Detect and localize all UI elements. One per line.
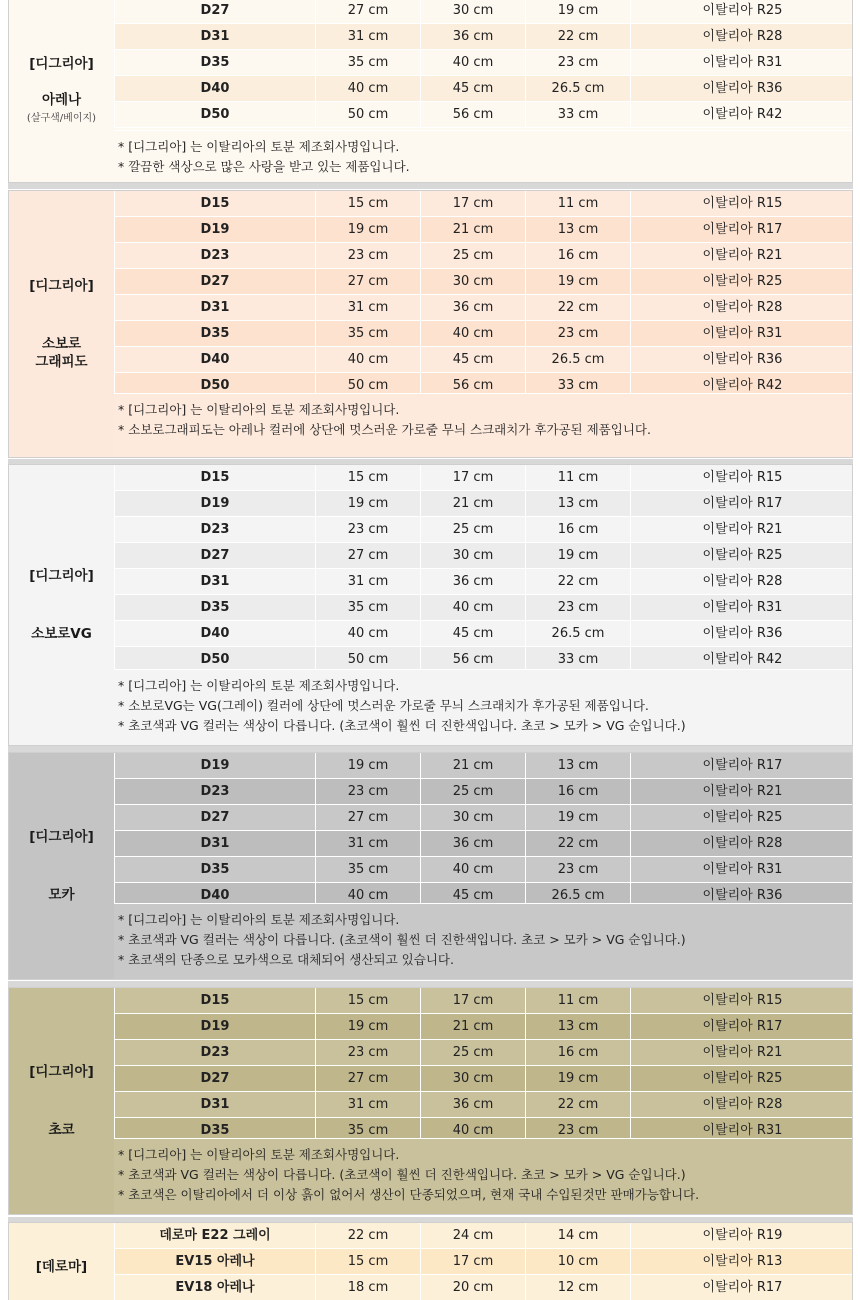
inner-diameter-cell: 35 cm [315,857,420,883]
size-rows [114,0,852,128]
outer-diameter-cell: 25 cm [420,779,525,805]
note-line: * 초코색과 VG 컬러는 색상이 다릅니다. (초코색이 훨씬 더 진한색입니다. 초코 > 모카 > VG 순입니다.) [118,718,686,733]
table-row [114,347,852,373]
table-row [114,831,852,857]
inner-diameter-cell: 40 cm [315,76,420,102]
size-rows [114,753,852,909]
inner-diameter-cell: 23 cm [315,517,420,543]
model-cell: EV18 아레나 [114,1275,315,1300]
inner-diameter-cell: 19 cm [315,217,420,243]
origin-cell: 이탈리아 R31 [630,321,854,347]
table-row [114,295,852,321]
outer-diameter-cell: 30 cm [420,1066,525,1092]
origin-cell: 이탈리아 R42 [630,647,854,673]
height-cell: 26.5 cm [525,76,630,102]
height-cell: 16 cm [525,243,630,269]
height-cell: 11 cm [525,191,630,217]
outer-diameter-cell: 40 cm [420,321,525,347]
inner-diameter-cell: 27 cm [315,269,420,295]
origin-cell: 이탈리아 R25 [630,1066,854,1092]
origin-cell: 이탈리아 R25 [630,0,854,24]
height-cell: 12 cm [525,1275,630,1300]
origin-cell: 이탈리아 R28 [630,831,854,857]
outer-diameter-cell: 36 cm [420,831,525,857]
inner-diameter-cell: 27 cm [315,805,420,831]
inner-diameter-cell: 27 cm [315,1066,420,1092]
product-notes [114,903,852,979]
outer-diameter-cell: 45 cm [420,347,525,373]
table-row [114,1092,852,1118]
model-cell: D35 [114,857,315,883]
table-row [114,857,852,883]
origin-cell: 이탈리아 R17 [630,491,854,517]
product-name-line: 그래피도 [35,354,88,371]
table-row [114,1040,852,1066]
inner-diameter-cell: 35 cm [315,321,420,347]
origin-cell: 이탈리아 R15 [630,465,854,491]
product-notes [114,669,852,745]
model-cell: D27 [114,1066,315,1092]
size-rows [114,191,852,399]
model-cell: D35 [114,50,315,76]
outer-diameter-cell: 45 cm [420,76,525,102]
origin-cell: 이탈리아 R31 [630,857,854,883]
height-cell: 19 cm [525,1066,630,1092]
product-color-note: (살구색/베이지) [26,112,97,124]
model-cell: D31 [114,1092,315,1118]
outer-diameter-cell: 21 cm [420,217,525,243]
table-row [114,805,852,831]
table-row [114,621,852,647]
product-section [8,190,853,458]
inner-diameter-cell: 40 cm [315,883,420,909]
height-cell: 13 cm [525,753,630,779]
product-name-line: 모카 [48,887,75,903]
inner-diameter-cell: 31 cm [315,831,420,857]
outer-diameter-cell: 17 cm [420,191,525,217]
origin-cell: 이탈리아 R31 [630,1118,854,1144]
outer-diameter-cell: 30 cm [420,0,525,24]
model-cell: D23 [114,243,315,269]
table-row [114,1223,852,1249]
height-cell: 26.5 cm [525,621,630,647]
inner-diameter-cell: 35 cm [315,595,420,621]
product-label [9,1223,114,1300]
inner-diameter-cell: 22 cm [315,1223,420,1249]
outer-diameter-cell: 56 cm [420,102,525,128]
inner-diameter-cell: 19 cm [315,1014,420,1040]
table-row [114,595,852,621]
height-cell: 13 cm [525,217,630,243]
model-cell: D31 [114,831,315,857]
inner-diameter-cell: 23 cm [315,1040,420,1066]
origin-cell: 이탈리아 R25 [630,805,854,831]
brand-name: [디그리아] [29,277,94,294]
table-row [114,753,852,779]
model-cell: D50 [114,647,315,673]
product-label [9,0,114,182]
height-cell: 19 cm [525,269,630,295]
height-cell: 23 cm [525,321,630,347]
outer-diameter-cell: 21 cm [420,753,525,779]
origin-cell: 이탈리아 R28 [630,569,854,595]
origin-cell: 이탈리아 R17 [630,753,854,779]
table-row [114,24,852,50]
outer-diameter-cell: 21 cm [420,1014,525,1040]
height-cell: 16 cm [525,1040,630,1066]
inner-diameter-cell: 31 cm [315,295,420,321]
inner-diameter-cell: 31 cm [315,1092,420,1118]
product-notes [114,1138,852,1214]
origin-cell: 이탈리아 R31 [630,50,854,76]
model-cell: D15 [114,191,315,217]
model-cell: D15 [114,988,315,1014]
origin-cell: 이탈리아 R28 [630,1092,854,1118]
origin-cell: 이탈리아 R15 [630,191,854,217]
outer-diameter-cell: 45 cm [420,883,525,909]
height-cell: 22 cm [525,831,630,857]
table-row [114,76,852,102]
height-cell: 10 cm [525,1249,630,1275]
origin-cell: 이탈리아 R31 [630,595,854,621]
outer-diameter-cell: 40 cm [420,857,525,883]
note-line: * 초코색의 단종으로 모카색으로 대체되어 생산되고 있습니다. [118,952,454,967]
origin-cell: 이탈리아 R21 [630,1040,854,1066]
height-cell: 33 cm [525,647,630,673]
product-section [8,752,853,980]
origin-cell: 이탈리아 R36 [630,883,854,909]
model-cell: D35 [114,1118,315,1144]
inner-diameter-cell: 19 cm [315,753,420,779]
origin-cell: 이탈리아 R25 [630,269,854,295]
origin-cell: 이탈리아 R13 [630,1249,854,1275]
section-divider [8,183,853,189]
origin-cell: 이탈리아 R36 [630,621,854,647]
height-cell: 11 cm [525,465,630,491]
note-line: * [디그리아] 는 이탈리아의 토분 제조회사명입니다. [118,678,400,693]
table-row [114,191,852,217]
model-cell: D50 [114,373,315,399]
note-line: * [디그리아] 는 이탈리아의 토분 제조회사명입니다. [118,912,400,927]
model-cell: D19 [114,1014,315,1040]
inner-diameter-cell: 27 cm [315,543,420,569]
outer-diameter-cell: 17 cm [420,465,525,491]
height-cell: 19 cm [525,805,630,831]
note-line: * [디그리아] 는 이탈리아의 토분 제조회사명입니다. [118,1147,400,1162]
height-cell: 26.5 cm [525,883,630,909]
table-row [114,50,852,76]
table-row [114,988,852,1014]
note-line: * 초코색과 VG 컬러는 색상이 다릅니다. (초코색이 훨씬 더 진한색입니다. 초코 > 모카 > VG 순입니다.) [118,932,686,947]
model-cell: D19 [114,217,315,243]
brand-name: [디그리아] [29,567,94,584]
height-cell: 23 cm [525,857,630,883]
brand-name: [데로마] [35,1258,88,1275]
height-cell: 19 cm [525,0,630,24]
origin-cell: 이탈리아 R28 [630,295,854,321]
note-line: * [디그리아] 는 이탈리아의 토분 제조회사명입니다. [118,402,400,417]
outer-diameter-cell: 36 cm [420,1092,525,1118]
outer-diameter-cell: 45 cm [420,621,525,647]
height-cell: 33 cm [525,373,630,399]
origin-cell: 이탈리아 R36 [630,347,854,373]
inner-diameter-cell: 35 cm [315,50,420,76]
table-row [114,1275,852,1300]
height-cell: 23 cm [525,595,630,621]
table-row [114,465,852,491]
inner-diameter-cell: 40 cm [315,621,420,647]
origin-cell: 이탈리아 R15 [630,988,854,1014]
brand-name: [디그리아] [29,828,94,845]
note-line: * 초코색은 이탈리아에서 더 이상 흙이 없어서 생산이 단종되었으며, 현재 국내 수입된것만 판매가능합니다. [118,1187,700,1202]
table-row [114,0,852,24]
outer-diameter-cell: 30 cm [420,805,525,831]
origin-cell: 이탈리아 R17 [630,1275,854,1300]
outer-diameter-cell: 20 cm [420,1275,525,1300]
origin-cell: 이탈리아 R17 [630,1014,854,1040]
product-name-line: 아레나 [41,91,82,108]
inner-diameter-cell: 40 cm [315,347,420,373]
outer-diameter-cell: 36 cm [420,569,525,595]
product-section [8,464,853,746]
brand-name: [디그리아] [29,1063,94,1080]
inner-diameter-cell: 35 cm [315,1118,420,1144]
outer-diameter-cell: 17 cm [420,988,525,1014]
model-cell: D23 [114,1040,315,1066]
outer-diameter-cell: 40 cm [420,50,525,76]
outer-diameter-cell: 40 cm [420,595,525,621]
model-cell: D40 [114,347,315,373]
outer-diameter-cell: 30 cm [420,269,525,295]
inner-diameter-cell: 50 cm [315,647,420,673]
origin-cell: 이탈리아 R28 [630,24,854,50]
origin-cell: 이탈리아 R21 [630,517,854,543]
outer-diameter-cell: 21 cm [420,491,525,517]
product-section [8,0,853,183]
model-cell: D35 [114,595,315,621]
product-notes [114,130,852,182]
outer-diameter-cell: 25 cm [420,1040,525,1066]
inner-diameter-cell: 31 cm [315,24,420,50]
origin-cell: 이탈리아 R42 [630,373,854,399]
table-row [114,217,852,243]
size-rows [114,465,852,673]
table-row [114,102,852,128]
size-rows [114,1223,852,1300]
inner-diameter-cell: 19 cm [315,491,420,517]
outer-diameter-cell: 56 cm [420,373,525,399]
table-row [114,1066,852,1092]
height-cell: 22 cm [525,295,630,321]
height-cell: 19 cm [525,543,630,569]
model-cell: D27 [114,805,315,831]
table-row [114,779,852,805]
outer-diameter-cell: 25 cm [420,243,525,269]
outer-diameter-cell: 56 cm [420,647,525,673]
note-line: * 초코색과 VG 컬러는 색상이 다릅니다. (초코색이 훨씬 더 진한색입니다. 초코 > 모카 > VG 순입니다.) [118,1167,686,1182]
inner-diameter-cell: 15 cm [315,465,420,491]
model-cell: D50 [114,102,315,128]
origin-cell: 이탈리아 R21 [630,243,854,269]
inner-diameter-cell: 50 cm [315,373,420,399]
inner-diameter-cell: 23 cm [315,779,420,805]
inner-diameter-cell: 15 cm [315,988,420,1014]
origin-cell: 이탈리아 R25 [630,543,854,569]
height-cell: 14 cm [525,1223,630,1249]
height-cell: 13 cm [525,491,630,517]
note-line: * 깔끔한 색상으로 많은 사랑을 받고 있는 제품입니다. [118,159,410,174]
height-cell: 22 cm [525,569,630,595]
product-name-line: 소보로 [41,335,82,352]
origin-cell: 이탈리아 R36 [630,76,854,102]
height-cell: 16 cm [525,779,630,805]
inner-diameter-cell: 18 cm [315,1275,420,1300]
origin-cell: 이탈리아 R19 [630,1223,854,1249]
model-cell: EV15 아레나 [114,1249,315,1275]
model-cell: D19 [114,753,315,779]
model-cell: D40 [114,76,315,102]
model-cell: D27 [114,0,315,24]
table-row [114,1014,852,1040]
note-line: * 소보로VG는 VG(그레이) 컬러에 상단에 멋스러운 가로줄 무늬 스크래치가 후가공된 제품입니다. [118,698,649,713]
model-cell: 데로마 E22 그레이 [114,1223,315,1249]
product-label [9,465,114,745]
product-label [9,191,114,457]
table-row [114,243,852,269]
model-cell: D31 [114,295,315,321]
height-cell: 23 cm [525,50,630,76]
product-name-line: 초코 [48,1122,75,1138]
table-row [114,269,852,295]
inner-diameter-cell: 31 cm [315,569,420,595]
inner-diameter-cell: 15 cm [315,1249,420,1275]
origin-cell: 이탈리아 R21 [630,779,854,805]
product-name-line: 소보로VG [31,626,92,642]
outer-diameter-cell: 17 cm [420,1249,525,1275]
model-cell: D31 [114,24,315,50]
height-cell: 22 cm [525,24,630,50]
origin-cell: 이탈리아 R17 [630,217,854,243]
table-row [114,1249,852,1275]
table-row [114,569,852,595]
outer-diameter-cell: 24 cm [420,1223,525,1249]
height-cell: 23 cm [525,1118,630,1144]
origin-cell: 이탈리아 R42 [630,102,854,128]
inner-diameter-cell: 27 cm [315,0,420,24]
model-cell: D19 [114,491,315,517]
model-cell: D23 [114,517,315,543]
outer-diameter-cell: 40 cm [420,1118,525,1144]
brand-name: [디그리아] [29,55,94,72]
model-cell: D40 [114,883,315,909]
note-line: * [디그리아] 는 이탈리아의 토분 제조회사명입니다. [118,139,400,154]
table-row [114,517,852,543]
model-cell: D40 [114,621,315,647]
height-cell: 22 cm [525,1092,630,1118]
height-cell: 33 cm [525,102,630,128]
table-row [114,543,852,569]
note-line: * 소보로그래피도는 아레나 컬러에 상단에 멋스러운 가로줄 무늬 스크래치가 후가공된 제품입니다. [118,422,651,437]
product-label [9,753,114,979]
product-section [8,1222,853,1300]
outer-diameter-cell: 36 cm [420,295,525,321]
inner-diameter-cell: 50 cm [315,102,420,128]
table-row [114,491,852,517]
height-cell: 13 cm [525,1014,630,1040]
height-cell: 16 cm [525,517,630,543]
model-cell: D27 [114,269,315,295]
model-cell: D23 [114,779,315,805]
model-cell: D31 [114,569,315,595]
outer-diameter-cell: 25 cm [420,517,525,543]
model-cell: D15 [114,465,315,491]
model-cell: D35 [114,321,315,347]
height-cell: 11 cm [525,988,630,1014]
inner-diameter-cell: 23 cm [315,243,420,269]
product-notes [114,393,852,457]
product-section [8,987,853,1215]
outer-diameter-cell: 36 cm [420,24,525,50]
height-cell: 26.5 cm [525,347,630,373]
model-cell: D27 [114,543,315,569]
size-rows [114,988,852,1144]
inner-diameter-cell: 15 cm [315,191,420,217]
table-row [114,321,852,347]
outer-diameter-cell: 30 cm [420,543,525,569]
product-label [9,988,114,1214]
